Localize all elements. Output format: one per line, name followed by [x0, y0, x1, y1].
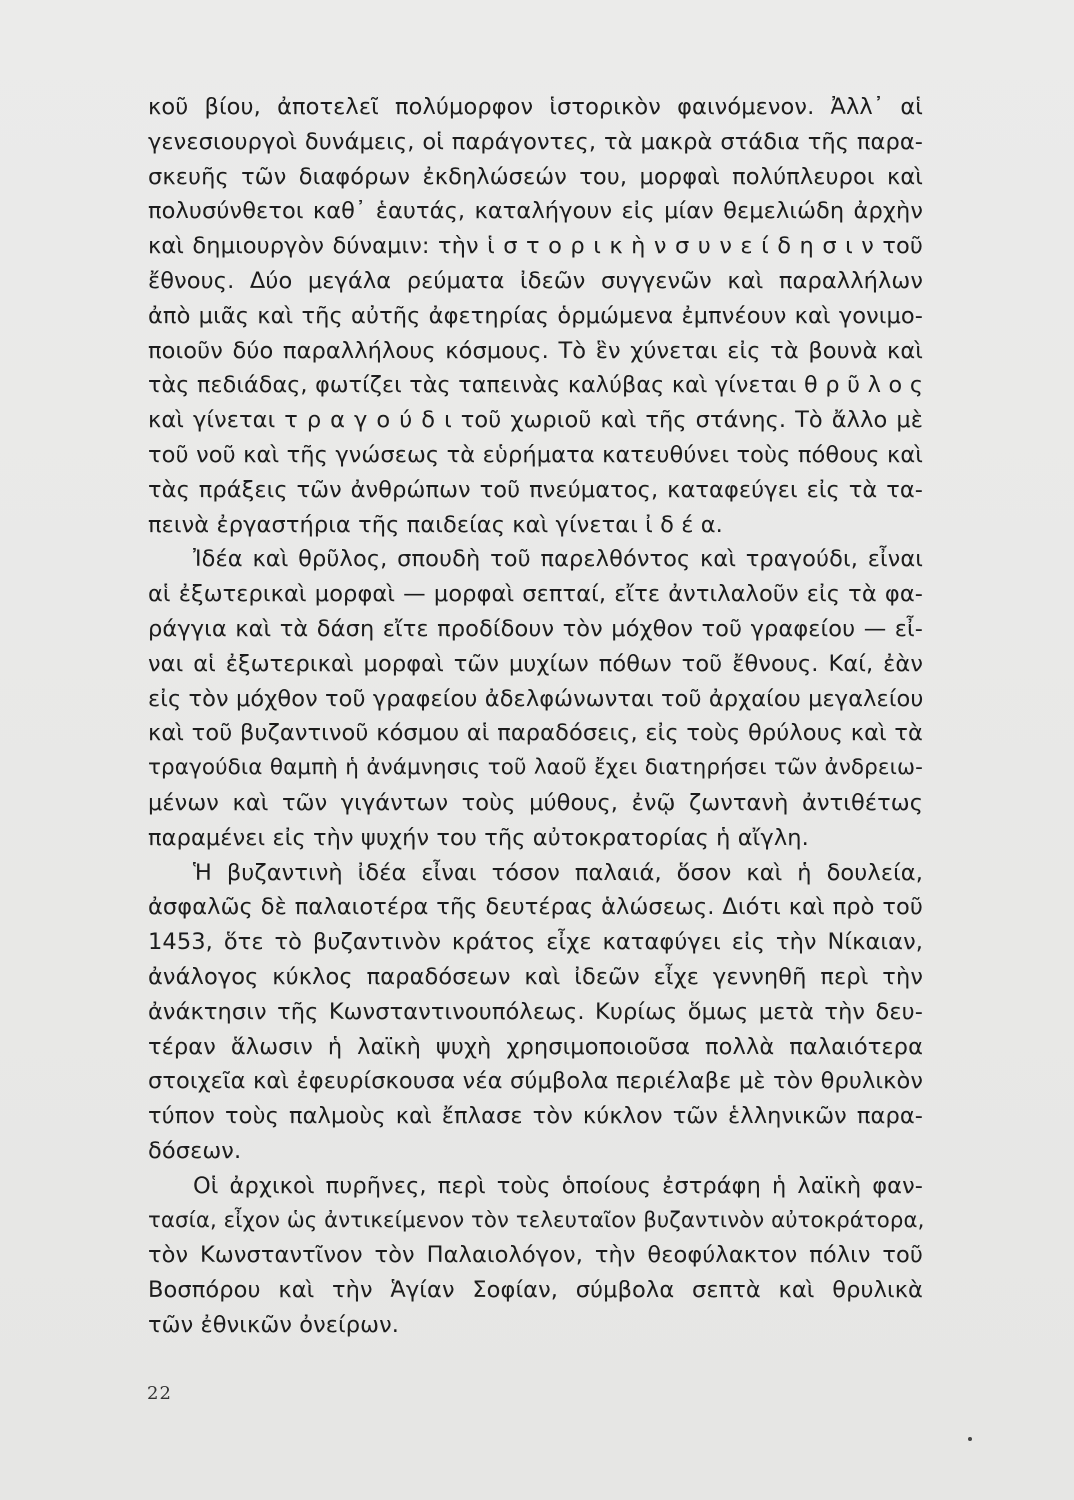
text-line: σκευῆς τῶν διαφόρων ἐκδηλώσεών του, μορφαὶ πολύπλευροι καὶ [148, 163, 923, 190]
text-line: ἀνάκτησιν τῆς Κωνσταντινουπόλεως. Κυρίως ὅμως μετὰ τὴν δευ- [148, 998, 923, 1025]
text-line: ἀσφαλῶς δὲ παλαιοτέρα τῆς δευτέρας ἁλώσεως. Διότι καὶ πρὸ τοῦ [148, 894, 923, 921]
text-line: καὶ τοῦ βυζαντινοῦ κόσμου αἱ παραδόσεις, εἰς τοὺς θρύλους καὶ τὰ [148, 720, 923, 747]
text-line: καὶ γίνεται τ ρ α γ ο ύ δ ι τοῦ χωριοῦ καὶ τῆς στάνης. Τὸ ἄλλο μὲ [148, 407, 923, 434]
text-line: μένων καὶ τῶν γιγάντων τοὺς μύθους, ἐνῷ ζωντανὴ ἀντιθέτως [148, 789, 923, 816]
text-line: κοῦ βίου, ἀποτελεῖ πολύμορφον ἱστορικὸν φαινόμενον. Ἀλλ᾽ αἱ [148, 94, 923, 120]
text-line: ναι αἱ ἐξωτερικαὶ μορφαὶ τῶν μυχίων πόθων τοῦ ἔθνους. Καί, ἐὰν [148, 650, 923, 677]
paragraph-start: Ἰδέα καὶ θρῦλος, σπουδὴ τοῦ παρελθόντος καὶ τραγούδι, εἶναι [193, 546, 923, 573]
text-line: ράγγια καὶ τὰ δάση εἴτε προδίδουν τὸν μόχθον τοῦ γραφείου — εἶ- [148, 615, 923, 642]
text-line: καὶ δημιουργὸν δύναμιν: τὴν ἱ σ τ ο ρ ι κ ὴ ν σ υ ν ε ί δ η σ ι ν τοῦ [148, 233, 923, 260]
text-line: ἔθνους. Δύο μεγάλα ρεύματα ἰδεῶν συγγενῶν καὶ παραλλήλων [148, 267, 923, 294]
page-number: 22 [147, 1383, 172, 1404]
text-line: αἱ ἐξωτερικαὶ μορφαὶ — μορφαὶ σεπταί, εἴτε ἀντιλαλοῦν εἰς τὰ φα- [148, 581, 923, 608]
text-line: 1453, ὅτε τὸ βυζαντινὸν κράτος εἶχε καταφύγει εἰς τὴν Νίκαιαν, [148, 929, 923, 956]
text-line: πεινὰ ἐργαστήρια τῆς παιδείας καὶ γίνεται ἰ δ έ α. [148, 511, 723, 538]
text-line: ἀπὸ μιᾶς καὶ τῆς αὐτῆς ἀφετηρίας ὁρμώμενα ἐμπνέουν καὶ γονιμο- [148, 302, 923, 329]
body-text [148, 90, 923, 1343]
text-line: ἀνάλογος κύκλος παραδόσεων καὶ ἰδεῶν εἶχε γεννηθῆ περὶ τὴν [148, 963, 923, 990]
text-line: γενεσιουργοὶ δυνάμεις, οἱ παράγοντες, τὰ μακρὰ στάδια τῆς παρα- [148, 128, 923, 155]
text-line: τὰς πράξεις τῶν ἀνθρώπων τοῦ πνεύματος, καταφεύγει εἰς τὰ τα- [148, 476, 923, 503]
text-line: δόσεων. [148, 1137, 242, 1164]
text-line: παραμένει εἰς τὴν ψυχήν του τῆς αὐτοκρατορίας ἡ αἴγλη. [148, 824, 809, 851]
paragraph-start: Οἱ ἀρχικοὶ πυρῆνες, περὶ τοὺς ὁποίους ἐστράφη ἡ λαϊκὴ φαν- [193, 1172, 923, 1199]
text-line: τοῦ νοῦ καὶ τῆς γνώσεως τὰ εὑρήματα κατευθύνει τοὺς πόθους καὶ [148, 441, 923, 468]
text-line: τῶν ἐθνικῶν ὀνείρων. [148, 1311, 399, 1338]
text-line: τύπον τοὺς παλμοὺς καὶ ἔπλασε τὸν κύκλον τῶν ἑλληνικῶν παρα- [148, 1103, 923, 1130]
paragraph-start: Ἡ βυζαντινὴ ἰδέα εἶναι τόσον παλαιά, ὅσον καὶ ἡ δουλεία, [193, 859, 923, 886]
text-line: ποιοῦν δύο παραλλήλους κόσμους. Τὸ ἓν χύνεται εἰς τὰ βουνὰ καὶ [148, 337, 923, 364]
text-line: πολυσύνθετοι καθ᾽ ἑαυτάς, καταλήγουν εἰς μίαν θεμελιώδη ἀρχὴν [148, 198, 923, 225]
text-line: τὰς πεδιάδας, φωτίζει τὰς ταπεινὰς καλύβας καὶ γίνεται θ ρ ῦ λ ο ς [148, 372, 923, 399]
text-line: τὸν Κωνσταντῖνον τὸν Παλαιολόγον, τὴν θεοφύλακτον πόλιν τοῦ [148, 1242, 923, 1269]
text-line: τέραν ἅλωσιν ἡ λαϊκὴ ψυχὴ χρησιμοποιοῦσα πολλὰ παλαιότερα [148, 1033, 923, 1060]
text-line: Βοσπόρου καὶ τὴν Ἁγίαν Σοφίαν, σύμβολα σεπτὰ καὶ θρυλικὰ [148, 1277, 923, 1304]
text-line: τραγούδια θαμπὴ ἡ ἀνάμνησις τοῦ λαοῦ ἔχει διατηρήσει τῶν ἀνδρειω- [148, 755, 923, 781]
paper-speck [968, 1437, 972, 1441]
text-line: εἰς τὸν μόχθον τοῦ γραφείου ἀδελφώνωνται τοῦ ἀρχαίου μεγαλείου [148, 685, 924, 712]
text-line: τασία, εἶχον ὡς ἀντικείμενον τὸν τελευταῖον βυζαντινὸν αὐτοκράτορα, [148, 1207, 925, 1233]
text-line: στοιχεῖα καὶ ἐφευρίσκουσα νέα σύμβολα περιέλαβε μὲ τὸν θρυλικὸν [148, 1068, 923, 1095]
